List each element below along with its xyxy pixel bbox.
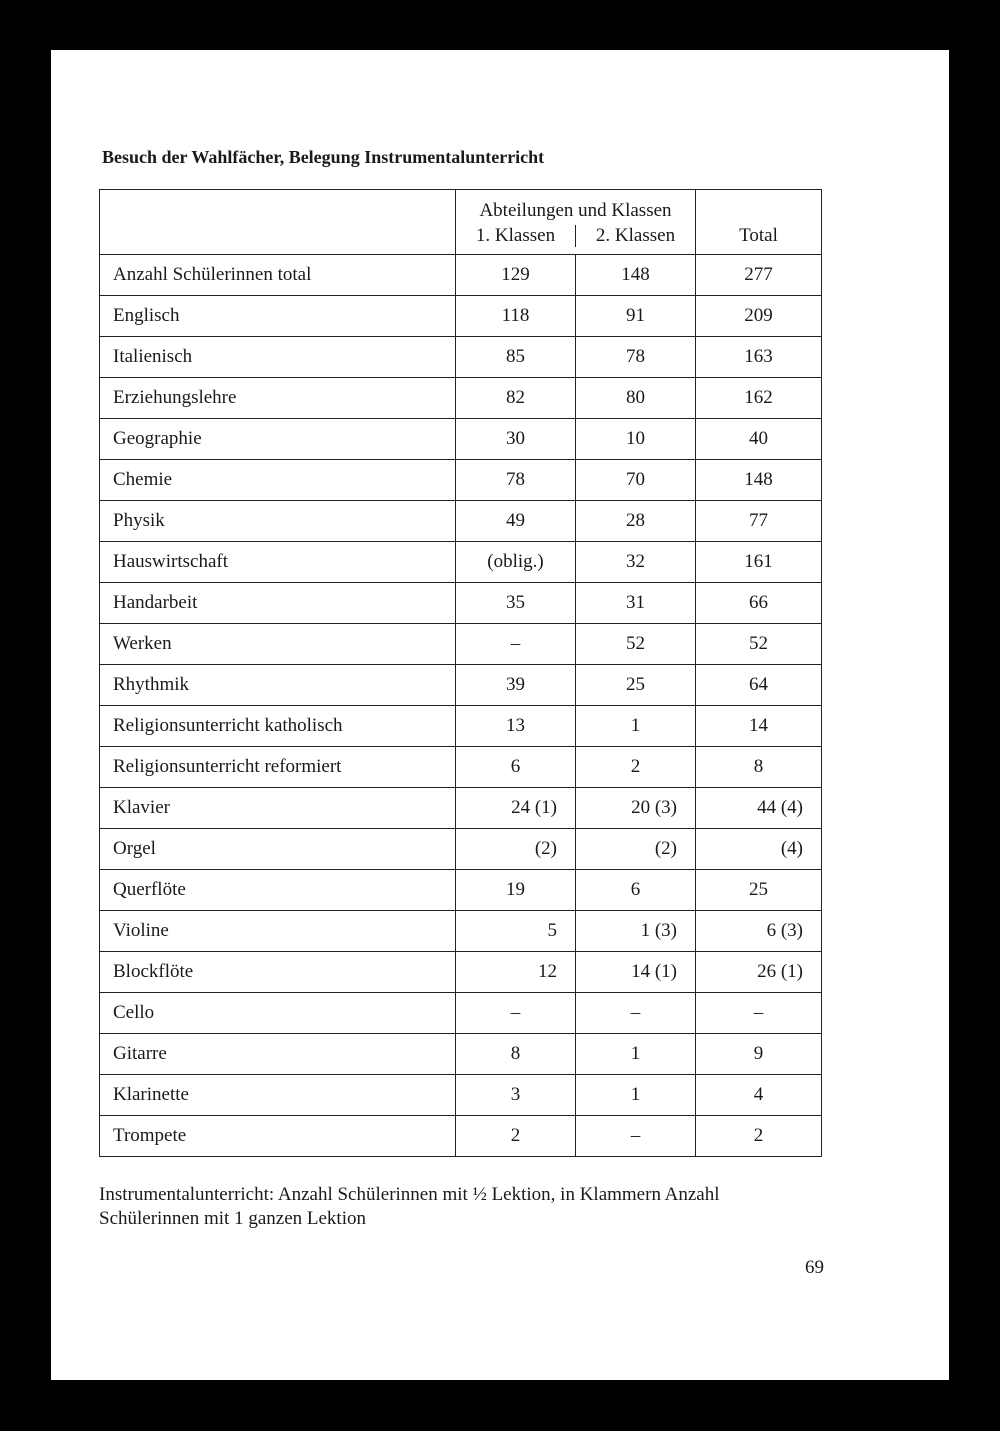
- k2-cell: 78: [576, 337, 696, 378]
- k2-cell: 91: [576, 296, 696, 337]
- k2-cell: 52: [576, 624, 696, 665]
- header-empty-cell: [100, 190, 456, 255]
- k1-cell: 19: [456, 870, 576, 911]
- total-cell: 14: [696, 706, 822, 747]
- total-cell: (4): [696, 829, 822, 870]
- total-cell: 44 (4): [696, 788, 822, 829]
- table-row: [100, 460, 822, 501]
- table-row: [100, 665, 822, 706]
- table-row: [100, 1034, 822, 1075]
- table-row: [100, 747, 822, 788]
- k2-cell: 148: [576, 255, 696, 296]
- total-cell: 26 (1): [696, 952, 822, 993]
- total-cell: 4: [696, 1075, 822, 1116]
- subject-cell: Religionsunterricht reformiert: [100, 747, 456, 788]
- subject-cell: Klarinette: [100, 1075, 456, 1116]
- total-cell: 77: [696, 501, 822, 542]
- subject-cell: Cello: [100, 993, 456, 1034]
- k2-cell: (2): [576, 829, 696, 870]
- total-cell: 9: [696, 1034, 822, 1075]
- table-row: [100, 788, 822, 829]
- subject-cell: Englisch: [100, 296, 456, 337]
- total-cell: 2: [696, 1116, 822, 1157]
- subject-cell: Rhythmik: [100, 665, 456, 706]
- table-row: [100, 624, 822, 665]
- page-number: 69: [805, 1257, 824, 1278]
- subject-cell: Trompete: [100, 1116, 456, 1157]
- footnote: Instrumentalunterricht: Anzahl Schülerinnen mit ½ Lektion, in Klammern Anzahl Schülerinnen mit 1 ganzen Lektion: [99, 1184, 720, 1229]
- k2-cell: 1 (3): [576, 911, 696, 952]
- k2-cell: 80: [576, 378, 696, 419]
- header-group-cell: [456, 190, 696, 255]
- k1-cell: 12: [456, 952, 576, 993]
- subject-cell: Erziehungslehre: [100, 378, 456, 419]
- subject-cell: Werken: [100, 624, 456, 665]
- table-body: [100, 255, 822, 1157]
- total-cell: 25: [696, 870, 822, 911]
- table-row: [100, 419, 822, 460]
- total-cell: 277: [696, 255, 822, 296]
- header-total: Total: [696, 190, 822, 255]
- header-k1: 1. Klassen: [456, 225, 576, 247]
- total-cell: 8: [696, 747, 822, 788]
- total-cell: 209: [696, 296, 822, 337]
- k1-cell: 49: [456, 501, 576, 542]
- total-cell: 40: [696, 419, 822, 460]
- table-row: [100, 542, 822, 583]
- subject-cell: Violine: [100, 911, 456, 952]
- k2-cell: –: [576, 993, 696, 1034]
- table-row: [100, 993, 822, 1034]
- table-row: [100, 911, 822, 952]
- subject-cell: Querflöte: [100, 870, 456, 911]
- k2-cell: 25: [576, 665, 696, 706]
- subject-cell: Geographie: [100, 419, 456, 460]
- subject-cell: Chemie: [100, 460, 456, 501]
- k2-cell: 1: [576, 706, 696, 747]
- table-row: [100, 706, 822, 747]
- k1-cell: 5: [456, 911, 576, 952]
- total-cell: 52: [696, 624, 822, 665]
- table-row: [100, 296, 822, 337]
- k2-cell: 14 (1): [576, 952, 696, 993]
- subject-cell: Hauswirtschaft: [100, 542, 456, 583]
- k1-cell: 82: [456, 378, 576, 419]
- subject-cell: Italienisch: [100, 337, 456, 378]
- k2-cell: 70: [576, 460, 696, 501]
- k1-cell: (oblig.): [456, 542, 576, 583]
- group-header: Abteilungen und Klassen: [479, 200, 672, 221]
- total-cell: 163: [696, 337, 822, 378]
- k2-cell: 2: [576, 747, 696, 788]
- k1-cell: –: [456, 993, 576, 1034]
- table-row: [100, 255, 822, 296]
- total-cell: –: [696, 993, 822, 1034]
- k1-cell: 13: [456, 706, 576, 747]
- table-row: [100, 829, 822, 870]
- subject-cell: Orgel: [100, 829, 456, 870]
- total-cell: 162: [696, 378, 822, 419]
- k1-cell: 2: [456, 1116, 576, 1157]
- k1-cell: –: [456, 624, 576, 665]
- k1-cell: 118: [456, 296, 576, 337]
- header-k2: 2. Klassen: [595, 225, 676, 246]
- k2-cell: 10: [576, 419, 696, 460]
- k1-cell: 78: [456, 460, 576, 501]
- total-cell: 66: [696, 583, 822, 624]
- table-row: [100, 378, 822, 419]
- k1-cell: 8: [456, 1034, 576, 1075]
- subject-cell: Blockflöte: [100, 952, 456, 993]
- table-row: [100, 870, 822, 911]
- k2-cell: 31: [576, 583, 696, 624]
- subject-cell: Anzahl Schülerinnen total: [100, 255, 456, 296]
- table-row: [100, 583, 822, 624]
- document-page: [51, 50, 949, 1380]
- total-cell: 148: [696, 460, 822, 501]
- k2-cell: 28: [576, 501, 696, 542]
- table-row: [100, 1116, 822, 1157]
- total-cell: 161: [696, 542, 822, 583]
- k1-cell: 30: [456, 419, 576, 460]
- k2-cell: 1: [576, 1075, 696, 1116]
- subject-cell: Handarbeit: [100, 583, 456, 624]
- k1-cell: 85: [456, 337, 576, 378]
- k2-cell: –: [576, 1116, 696, 1157]
- k1-cell: 129: [456, 255, 576, 296]
- k2-cell: 6: [576, 870, 696, 911]
- k1-cell: 3: [456, 1075, 576, 1116]
- table-row: [100, 501, 822, 542]
- subject-cell: Gitarre: [100, 1034, 456, 1075]
- k1-cell: (2): [456, 829, 576, 870]
- table-row: [100, 952, 822, 993]
- k1-cell: 6: [456, 747, 576, 788]
- subject-cell: Religionsunterricht katholisch: [100, 706, 456, 747]
- total-cell: 6 (3): [696, 911, 822, 952]
- subjects-table: [99, 189, 822, 1157]
- table-row: [100, 337, 822, 378]
- k1-cell: 39: [456, 665, 576, 706]
- k2-cell: 1: [576, 1034, 696, 1075]
- subject-cell: Physik: [100, 501, 456, 542]
- k2-cell: 32: [576, 542, 696, 583]
- table-title: Besuch der Wahlfächer, Belegung Instrumentalunterricht: [102, 147, 545, 167]
- table-row: [100, 1075, 822, 1116]
- k1-cell: 35: [456, 583, 576, 624]
- subject-cell: Klavier: [100, 788, 456, 829]
- k1-cell: 24 (1): [456, 788, 576, 829]
- total-cell: 64: [696, 665, 822, 706]
- k2-cell: 20 (3): [576, 788, 696, 829]
